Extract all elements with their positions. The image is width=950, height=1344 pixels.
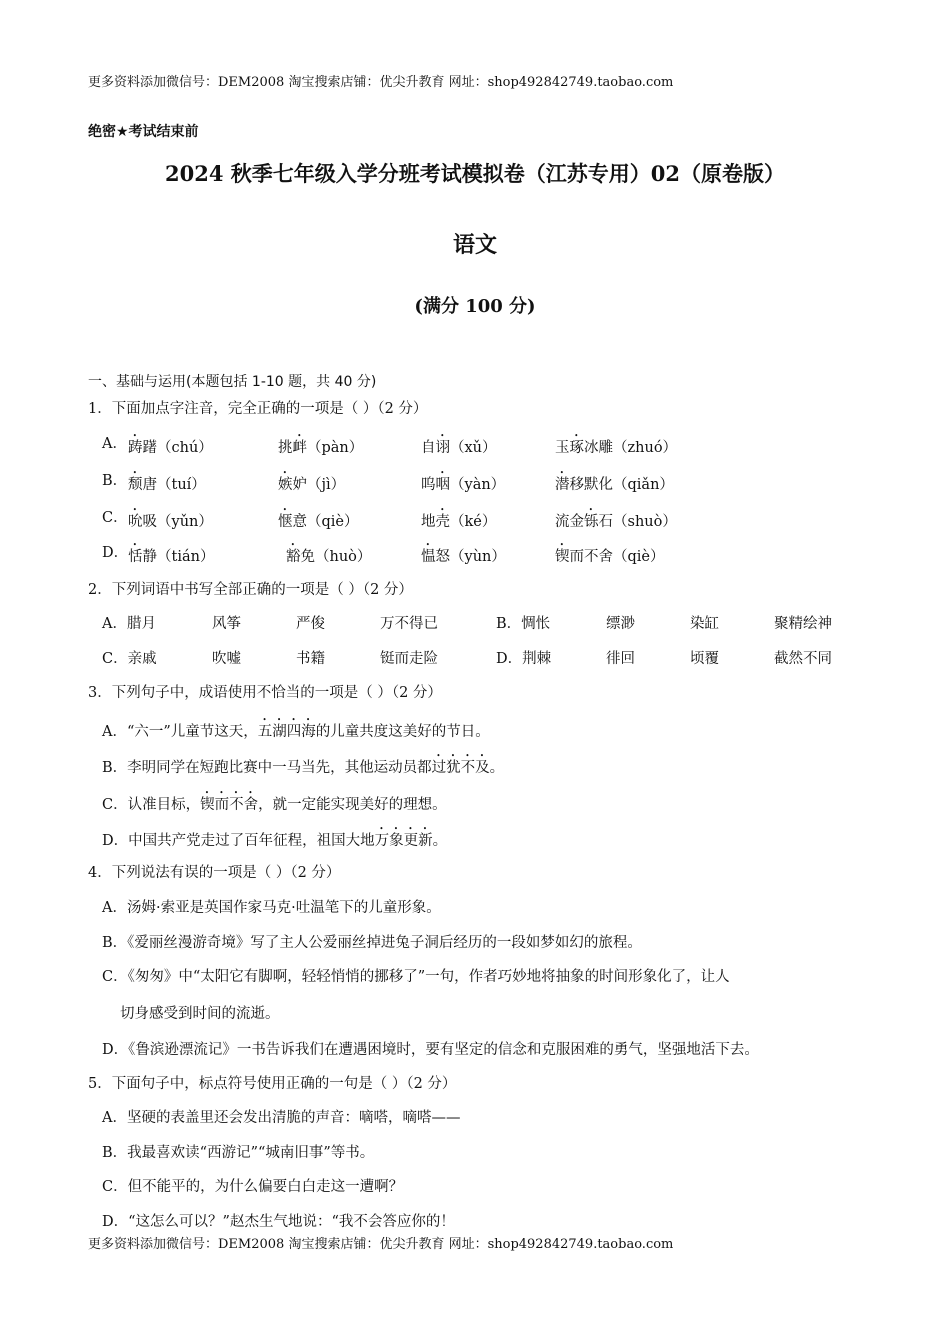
question-3-stem: 3．下列句子中，成语使用不恰当的一项是（ ）（2 分） — [88, 685, 442, 701]
q1-option-c-2: 惬意（qiè） — [278, 514, 359, 530]
q1-option-b-3: 呜咽（yàn） — [421, 477, 506, 493]
q1-option-b-label: B． — [102, 473, 128, 489]
full-score-note: (满分 100 分) — [414, 296, 536, 317]
q3-option-b: B．李明同学在短跑比赛中一马当先，其他运动员都过犹不及。 — [102, 760, 505, 776]
q2-word: 风筝 — [212, 616, 241, 632]
question-1-stem: 1．下面加点字注音，完全正确的一项是（ ）（2 分） — [88, 401, 428, 417]
q5-option-d: D．“这怎么可以？”赵杰生气地说：“我不会答应你的！ — [102, 1214, 455, 1230]
q4-option-b: B．《爱丽丝漫游奇境》写了主人公爱丽丝掉进兔子洞后经历的一段如梦如幻的旅程。 — [102, 935, 642, 951]
q4-option-c-continued: 切身感受到时间的流逝。 — [120, 1006, 280, 1022]
q2-word: 吹嘘 — [212, 651, 241, 667]
q1-option-a-4: 玉琢冰雕（zhuó） — [555, 440, 678, 456]
question-5-stem: 5．下面句子中，标点符号使用正确的一句是（ ）（2 分） — [88, 1076, 457, 1092]
q1-option-c-label: C． — [102, 510, 128, 526]
q2-word: D．荆棘 — [496, 651, 552, 667]
q1-option-b-4: 潜移默化（qiǎn） — [555, 477, 674, 493]
q4-option-d: D．《鲁滨逊漂流记》一书告诉我们在遭遇困境时，要有坚定的信念和克服困难的勇气，坚强地活下去。 — [102, 1042, 759, 1058]
q1-option-b-2: 嫉妒（jì） — [278, 477, 346, 493]
q5-option-b: B．我最喜欢读“西游记”“城南旧事”等书。 — [102, 1145, 375, 1161]
q2-word: 截然不同 — [774, 651, 832, 667]
q2-word: 严俊 — [296, 616, 325, 632]
q1-option-a-1: 踌躇（chú） — [128, 440, 213, 456]
q2-word: B．惆怅 — [496, 616, 551, 632]
q2-word: 万不得已 — [380, 616, 438, 632]
q1-option-d-label: D． — [102, 545, 129, 561]
q1-option-b-1: 颓唐（tuí） — [128, 477, 206, 493]
q5-option-a: A．坚硬的表盖里还会发出清脆的声音：嘀嗒，嘀嗒—— — [102, 1110, 461, 1126]
q3-option-d: D．中国共产党走过了百年征程，祖国大地万象更新。 — [102, 833, 448, 849]
subject-title: 语文 — [452, 232, 497, 258]
q1-option-d-3: 愠怒（yùn） — [421, 549, 506, 565]
question-2-stem: 2．下列词语中书写全部正确的一项是（ ）（2 分） — [88, 582, 413, 598]
q2-word: A．腊月 — [102, 616, 156, 632]
q2-word: 铤而走险 — [380, 651, 438, 667]
q1-option-a-2: 挑衅（pàn） — [278, 440, 364, 456]
exam-title: 2024 秋季七年级入学分班考试模拟卷（江苏专用）02（原卷版） — [165, 161, 785, 186]
q2-word: C．亲戚 — [102, 651, 157, 667]
q1-option-a-label: A． — [102, 436, 127, 452]
q1-option-d-4: 锲而不舍（qiè） — [555, 549, 665, 565]
q2-word: 徘回 — [606, 651, 635, 667]
q3-option-a: A．“六一”儿童节这天，五湖四海的儿童共度这美好的节日。 — [102, 724, 490, 740]
confidential-label: 绝密★考试结束前 — [88, 124, 199, 140]
q1-option-d-1: 恬静（tián） — [128, 549, 215, 565]
q2-word: 染缸 — [690, 616, 719, 632]
q1-option-d-2: 豁免（huò） — [286, 549, 372, 565]
q3-option-c: C．认准目标，锲而不舍，就一定能实现美好的理想。 — [102, 797, 447, 813]
page-footer: 更多资料添加微信号：DEM2008 淘宝搜索店铺：优尖升教育 网址：shop492842749.taobao.com — [88, 1237, 674, 1252]
q2-word: 书籍 — [296, 651, 325, 667]
q1-option-c-4: 流金铄石（shuò） — [555, 514, 677, 530]
q1-option-a-3: 自诩（xǔ） — [421, 440, 497, 456]
q1-option-c-3: 地壳（ké） — [421, 514, 497, 530]
question-4-stem: 4．下列说法有误的一项是（ ）（2 分） — [88, 865, 341, 881]
section-heading: 一、基础与运用(本题包括 1-10 题，共 40 分) — [88, 374, 377, 390]
q4-option-a: A．汤姆·索亚是英国作家马克·吐温笔下的儿童形象。 — [102, 900, 441, 916]
page-header: 更多资料添加微信号：DEM2008 淘宝搜索店铺：优尖升教育 网址：shop492842749.taobao.com — [88, 75, 674, 90]
q2-word: 聚精绘神 — [774, 616, 832, 632]
q4-option-c: C．《匆匆》中“太阳它有脚啊，轻轻悄悄的挪移了”一句，作者巧妙地将抽象的时间形象化了，让人 — [102, 969, 730, 985]
q1-option-c-1: 吮吸（yǔn） — [128, 514, 213, 530]
q2-word: 顷覆 — [690, 651, 719, 667]
q2-word: 缥渺 — [606, 616, 635, 632]
q5-option-c: C．但不能平的，为什么偏要白白走这一遭啊？ — [102, 1179, 404, 1195]
